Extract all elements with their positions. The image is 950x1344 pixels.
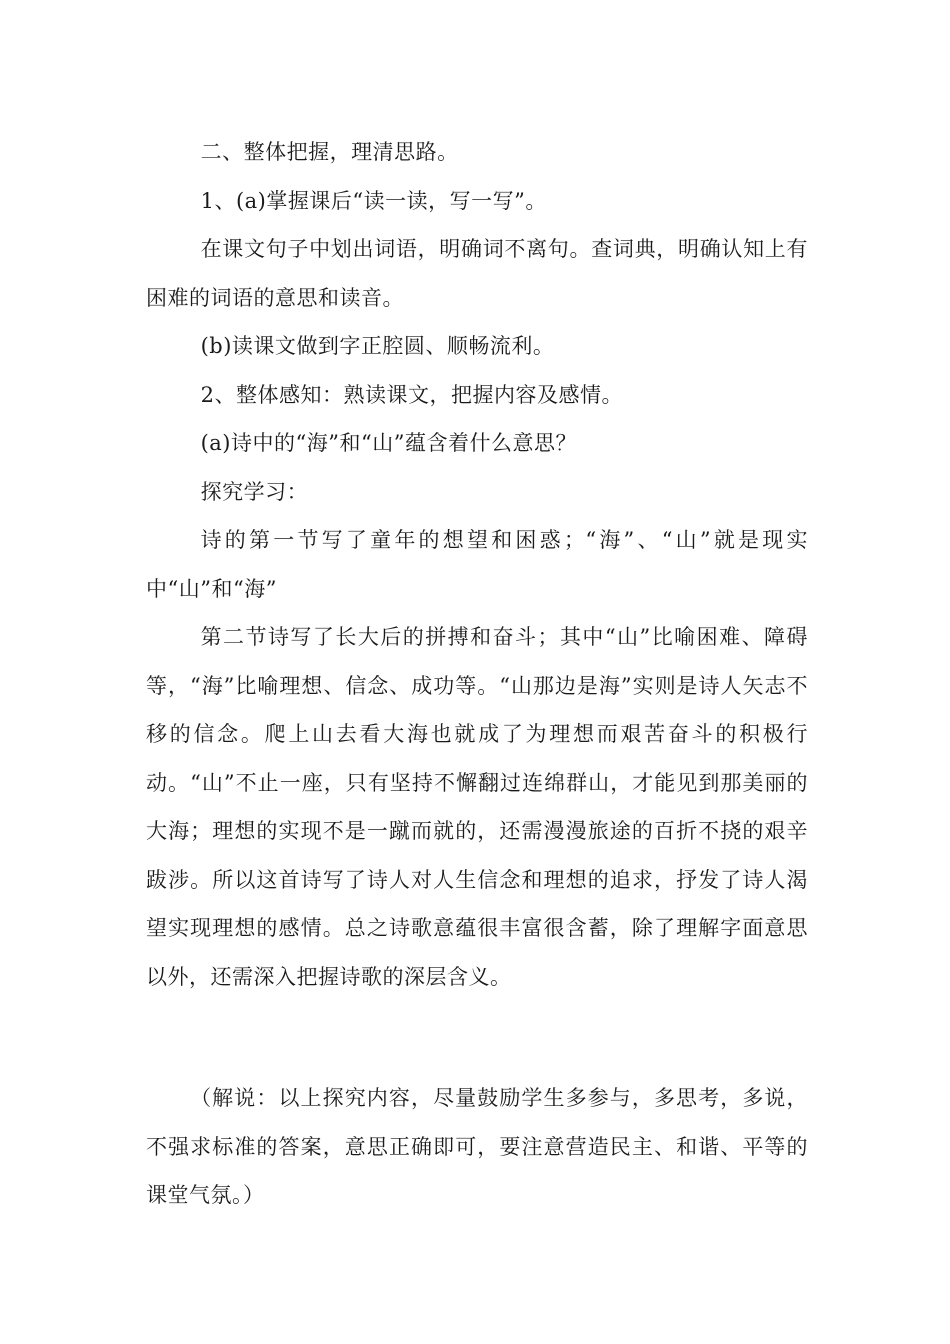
- main-text-block: [146, 128, 808, 1001]
- paragraph-1a: 1、(a)掌握课后“读一读，写一写”。: [200, 188, 547, 213]
- paragraph-explore: 探究学习：: [200, 479, 309, 504]
- paragraph-1b: (b)读课文做到字正腔圆、顺畅流利。: [200, 334, 555, 358]
- paragraph-dictionary: 在课文句子中划出词语，明确词不离句。查词典，明确认知上有困难的词语的意思和读音。: [146, 237, 808, 310]
- paragraph-2: 2、整体感知：熟读课文，把握内容及感情。: [200, 382, 623, 407]
- paragraph-first-stanza: 诗的第一节写了童年的想望和困惑；“海”、“山”就是现实中“山”和“海”: [146, 528, 808, 601]
- paragraph-second-stanza: 第二节诗写了长大后的拼搏和奋斗；其中“山”比喻困难、障碍等，“海”比喻理想、信念、成功等。“山那边是海”实则是诗人矢志不移的信念。爬上山去看大海也就成了为理想而艰苦奋斗的积极行动。“山”不止一座，只有坚持不懈翻过连绵群山，才能见到那美丽的大海；理想的实现不是一蹴而就的，还需漫漫旅途的百折不挠的艰辛跋涉。所以这首诗写了诗人对人生信念和理想的追求，抒发了诗人渴望实现理想的感情。总之诗歌意蕴很丰富很含蓄，除了理解字面意思以外，还需深入把握诗歌的深层含义。: [146, 625, 808, 989]
- section-heading: 二、整体把握，理清思路。: [200, 140, 459, 164]
- paragraph-2a: (a)诗中的“海”和“山”蕴含着什么意思？: [200, 431, 577, 455]
- teaching-note: （解说：以上探究内容，尽量鼓励学生多参与，多思考，多说，不强求标准的答案，意思正确即可，要注意营造民主、和谐、平等的课堂气氛。）: [146, 1086, 808, 1207]
- note-text-block: [146, 1074, 808, 1220]
